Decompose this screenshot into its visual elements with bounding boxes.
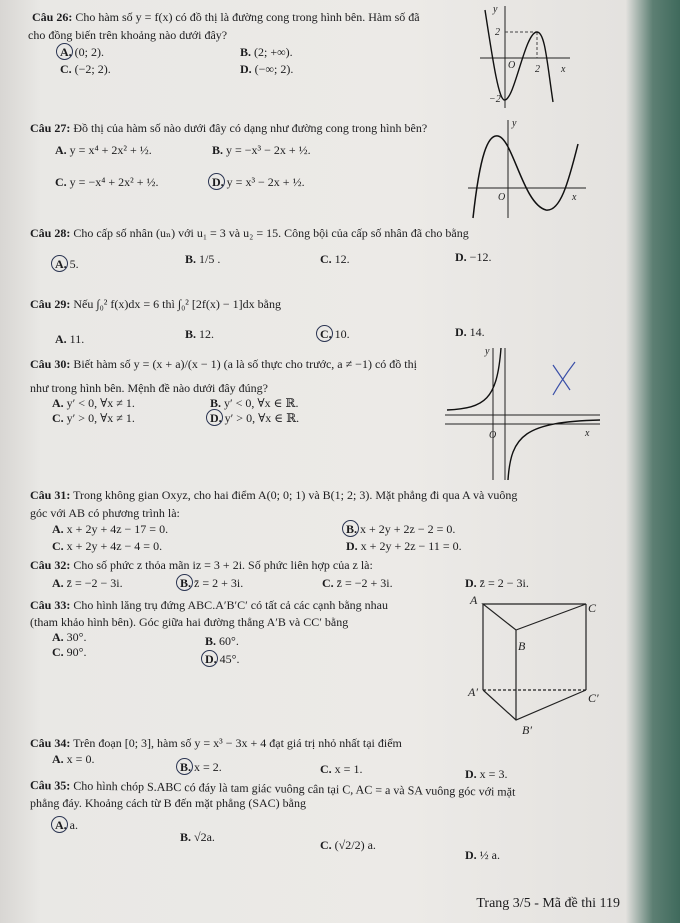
option-31-a[interactable] [52,522,168,536]
vertex-label: C [588,601,597,615]
option-key: A. [55,257,67,271]
option-key: B. [185,327,197,341]
question-text: Cho cấp số nhân (uₙ) với u₁ = 3 và u₂ = 15. Công bội của cấp số nhân đã cho bằng [73,226,469,240]
question-text: Trên đoạn [0; 3], hàm số y = x³ − 3x + 4 đạt giá trị nhỏ nhất tại điểm [73,736,402,750]
option-value: z̄ = 2 + 3i. [194,576,244,590]
option-35-a[interactable] [55,818,78,832]
option-key: A. [60,45,72,59]
answer-circle [201,650,218,667]
cubic-graph-27 [468,114,588,219]
option-value: 30°. [66,630,87,644]
question-text: Cho số phức z thỏa mãn iz = 3 + 2i. Số phức liên hợp của z là: [73,558,373,572]
option-26-a[interactable] [60,45,104,59]
tick-label: 2 [535,64,540,75]
question-label: Câu 32: [30,558,71,572]
option-value: z̄ = −2 + 3i. [336,576,393,590]
option-29-a[interactable] [55,332,84,346]
answer-circle [206,409,223,426]
question-26-text2: cho đồng biến trên khoảng nào dưới đây? [28,28,228,42]
prism-figure-33 [466,592,636,742]
axis-label-x: x [572,192,577,203]
question-label: Câu 30: [30,357,71,371]
question-text: Đồ thị của hàm số nào dưới đây có dạng như đường cong trong hình bên? [73,121,428,135]
option-value: (−∞; 2). [254,62,294,76]
option-29-b[interactable] [185,327,214,341]
option-value: x + 2y + 4z − 17 = 0. [66,522,169,536]
option-value: x + 2y + 4z − 4 = 0. [66,539,163,553]
option-28-d[interactable] [455,250,491,264]
option-key: D. [455,250,467,264]
option-value: 1/5 . [199,252,221,266]
option-value: 14. [469,325,485,339]
option-33-b[interactable] [205,634,239,648]
option-key: A. [55,332,67,346]
option-33-d[interactable] [205,652,239,666]
question-label: Câu 31: [30,488,71,502]
option-value: 12. [334,252,350,266]
option-key: B. [180,576,192,590]
option-key: A. [52,752,64,766]
option-key: B. [205,634,217,648]
question-text: Nếu ∫₀² f(x)dx = 6 thì ∫₀² [2f(x) − 1]dx bằng [73,297,281,311]
option-key: A. [52,522,64,536]
option-value: z̄ = 2 − 3i. [479,576,529,590]
answer-circle [56,43,73,60]
option-value: a. [69,818,78,832]
question-label: Câu 34: [30,736,71,750]
option-value: 90°. [66,645,87,659]
question-text: Biết hàm số y = (x + a)/(x − 1) (a là số thực cho trước, a ≠ −1) có đồ thị [73,357,417,371]
option-32-c[interactable] [322,576,393,590]
option-key: B. [346,522,358,536]
answer-circle [51,816,68,833]
top-face [483,604,586,630]
option-key: D. [212,175,224,189]
question-label: Câu 35: [29,778,71,793]
option-key: D. [465,576,477,590]
origin-label: O [508,60,516,71]
option-33-c[interactable] [52,645,86,659]
question-27 [30,121,427,135]
option-key: A. [52,576,64,590]
answer-circle [342,520,359,537]
question-text: Cho hàm số y = f(x) có đồ thị là đường cong trong hình bên. Hàm số đã [75,10,420,24]
vertex-label: A [470,593,478,607]
option-30-c[interactable] [52,411,135,425]
question-label: Câu 29: [30,297,71,311]
option-value: 12. [199,327,215,341]
question-33-text2: (tham khảo hình bên). Góc giữa hai đường thẳng A′B và CC′ bằng [30,615,349,629]
question-31-text2: góc với AB có phương trình là: [30,506,180,520]
option-34-a[interactable] [52,752,94,766]
option-29-c[interactable] [320,327,350,341]
question-30-text2: như trong hình bên. Mệnh đề nào dưới đây đúng? [30,381,268,395]
question-26 [32,10,420,24]
option-value: x = 2. [194,760,222,774]
option-value: 10. [334,327,350,341]
option-key: C. [320,838,332,852]
option-key: D. [346,539,358,553]
axis-label-x: x [585,428,590,439]
option-key: B. [212,143,224,157]
option-value: y′ < 0, ∀x ≠ 1. [66,396,135,410]
option-30-a[interactable] [52,396,135,410]
vertex-label: B′ [522,723,532,737]
option-key: B. [180,760,192,774]
question-33 [30,598,388,612]
option-value: −12. [469,250,492,264]
option-26-b[interactable] [240,45,293,59]
origin-label: O [498,192,506,203]
option-value: x = 1. [334,762,363,776]
option-key: C. [320,327,332,341]
option-value: ½ a. [479,848,500,862]
tick-label: −2 [489,94,501,105]
question-32 [30,558,373,572]
option-value: x + 2y + 2z − 2 = 0. [360,522,456,536]
option-value: 45°. [219,652,240,666]
axis-label-x: x [561,64,566,75]
option-27-c[interactable] [55,175,159,189]
option-value: y = −x⁴ + 2x² + ½. [69,175,159,189]
option-31-d[interactable] [346,539,462,553]
tick-label: 2 [495,27,500,38]
option-32-d[interactable] [465,576,529,590]
curve [473,136,578,218]
option-value: x = 0. [66,752,95,766]
option-key: A. [52,630,64,644]
option-key: A. [55,143,67,157]
option-key: C. [322,576,334,590]
question-label: Câu 28: [30,226,71,240]
answer-circle [208,173,225,190]
option-value: y = x³ − 2x + ½. [226,175,305,189]
option-key: A. [55,818,67,832]
question-35-text2: phẳng đáy. Khoảng cách từ B đến mặt phẳng (SAC) bằng [30,796,306,810]
option-key: D. [240,62,252,76]
option-value: x = 3. [479,767,508,781]
question-label: Câu 33: [30,598,71,612]
answer-circle [176,758,193,775]
option-30-d[interactable] [210,411,299,425]
option-29-d[interactable] [455,325,485,339]
option-value: 5. [69,257,79,271]
option-34-b[interactable] [180,760,222,774]
option-key: D. [465,767,477,781]
question-30 [30,357,417,371]
option-28-c[interactable] [320,252,350,266]
option-value: z̄ = −2 − 3i. [66,576,123,590]
option-value: y′ > 0, ∀x ≠ 1. [66,411,135,425]
origin-label: O [489,430,497,441]
vertex-label: C′ [588,691,599,705]
option-28-a[interactable] [55,257,79,271]
option-value: (−2; 2). [74,62,111,76]
option-key: B. [240,45,252,59]
option-27-a[interactable] [55,143,152,157]
option-34-c[interactable] [320,762,362,776]
option-key: A. [52,396,64,410]
option-key: C. [55,175,67,189]
axis-label-y: y [493,4,498,15]
option-value: 60°. [219,634,239,648]
option-27-d[interactable] [212,175,305,189]
option-value: √2a. [194,830,215,844]
option-35-c[interactable] [320,838,376,852]
option-34-d[interactable] [465,767,507,781]
option-32-b[interactable] [180,576,243,590]
hyperbola-graph-30 [445,340,605,482]
option-35-b[interactable] [180,830,215,844]
option-value: (√2/2) a. [334,838,376,852]
option-value: y = −x³ − 2x + ½. [226,143,311,157]
option-key: C. [60,62,72,76]
option-value: x + 2y + 2z − 11 = 0. [360,539,462,553]
axis-label-y: y [512,118,517,129]
option-key: C. [320,762,332,776]
cubic-graph-26 [475,2,575,110]
option-value: y′ > 0, ∀x ∈ ℝ. [224,411,300,425]
option-27-b[interactable] [212,143,311,157]
option-35-d[interactable] [465,848,500,862]
vertex-label: B [518,639,526,653]
option-33-a[interactable] [52,630,86,644]
option-key: D. [205,652,217,666]
option-26-c[interactable] [60,62,111,76]
question-label: Câu 27: [30,121,71,135]
vertex-label: A′ [468,685,478,699]
option-value: y = x⁴ + 2x² + ½. [69,143,152,157]
option-key: B. [185,252,197,266]
option-30-b[interactable] [210,396,299,410]
option-key: C. [52,411,64,425]
question-text: Trong không gian Oxyz, cho hai điểm A(0; 0; 1) và B(1; 2; 3). Mặt phẳng đi qua A và vuông [73,488,518,502]
option-key: C. [52,645,64,659]
answer-circle [176,574,193,591]
question-text: Cho hình lăng trụ đứng ABC.A′B′C′ có tất cả các cạnh bằng nhau [73,598,388,612]
question-label: Câu 26: [32,10,73,24]
option-key: D. [455,325,467,339]
option-key: B. [180,830,192,844]
option-key: D. [465,848,477,862]
answer-circle [316,325,333,342]
curve [485,10,553,102]
option-key: C. [320,252,332,266]
question-29 [30,297,281,311]
axis-label-y: y [485,346,490,357]
question-28 [30,226,469,240]
question-31 [30,488,517,502]
option-value: y′ < 0, ∀x ∈ ℝ. [224,396,299,410]
option-key: C. [52,539,64,553]
question-34 [30,736,402,750]
question-text: Cho hình chóp S.ABC có đáy là tam giác vuông cân tại C, AC = a và SA vuông góc với mặt [73,778,516,799]
option-31-b[interactable] [346,522,455,536]
pen-cross-mark [553,362,575,395]
option-32-a[interactable] [52,576,123,590]
answer-circle [51,255,68,272]
option-value: 11. [69,332,85,346]
option-key: B. [210,396,222,410]
option-key: D. [210,411,222,425]
option-31-c[interactable] [52,539,162,553]
bottom-edges [483,690,586,720]
option-value: (2; +∞). [254,45,293,59]
option-value: (0; 2). [74,45,104,59]
option-28-b[interactable] [185,252,220,266]
option-26-d[interactable] [240,62,293,76]
page-footer: Trang 3/5 - Mã đề thi 119 [476,896,620,911]
